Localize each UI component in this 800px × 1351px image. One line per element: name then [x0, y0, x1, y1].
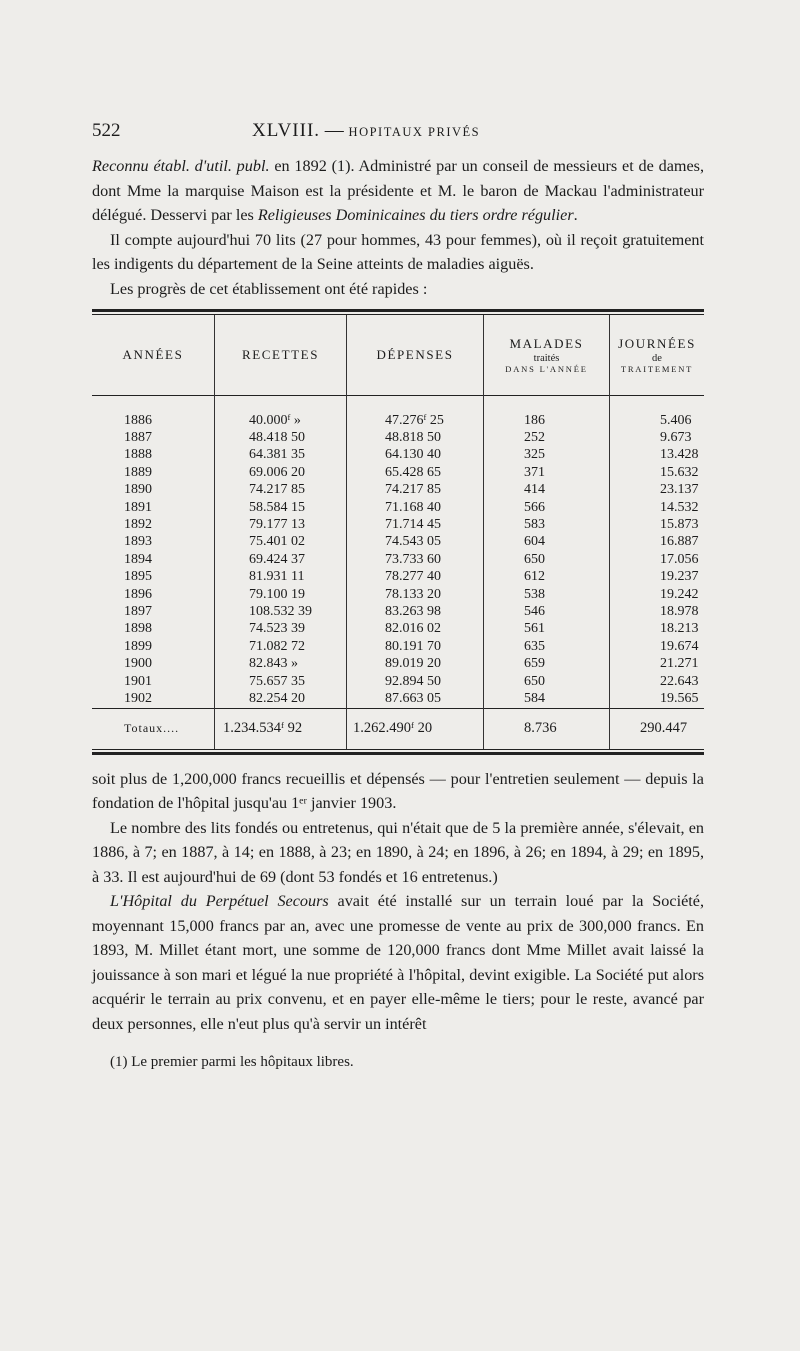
table-row — [92, 429, 704, 446]
totals-row — [92, 708, 704, 749]
cell-depenses: 64.130 40 — [347, 447, 484, 464]
cell-malades: 186 — [484, 412, 610, 429]
totals-journees: 290.447 — [610, 708, 705, 749]
cell-depenses: 47.276ᶠ 25 — [347, 412, 484, 429]
table-header-row — [92, 315, 704, 396]
totals-label: Totaux.... — [92, 708, 215, 749]
cell-journees: 16.887 — [610, 534, 705, 551]
cell-journees: 17.056 — [610, 551, 705, 568]
cell-year: 1898 — [124, 621, 152, 637]
cell-journees: 19.565 — [610, 690, 705, 708]
cell-depenses: 65.428 65 — [347, 464, 484, 481]
cell-year: 1887 — [124, 430, 152, 446]
cell-malades: 659 — [484, 655, 610, 672]
paragraph-summary: soit plus de 1,200,000 francs recueillis et dépensés — pour l'entretien seulement — depuis la fondation de l'hôpital jusqu'au 1ᵉʳ janvier 1903. — [92, 769, 704, 813]
cell-recettes: 40.000ᶠ » — [215, 412, 347, 429]
table-row — [92, 551, 704, 568]
cell-journees: 23.137 — [610, 482, 705, 499]
header-depenses: DÉPENSES — [347, 315, 484, 396]
paragraph-lits: Le nombre des lits fondés ou entretenus, qui n'était que de 5 la première année, s'élevait, en 1886, à 7; en 1887, à 14; en 1888, à 23; en 1890, à 24; en 1896, à 26; en 1894, à 29; en 1895, à 33. Il est aujourd'hui de 69 (dont 53 fondés et 16 entretenus.) — [92, 818, 704, 886]
cell-journees: 22.643 — [610, 673, 705, 690]
cell-journees: 21.271 — [610, 655, 705, 672]
cell-malades: 635 — [484, 638, 610, 655]
table-row — [92, 586, 704, 603]
table-row — [92, 412, 704, 429]
cell-malades: 566 — [484, 499, 610, 516]
table-body — [92, 396, 704, 709]
cell-depenses: 89.019 20 — [347, 655, 484, 672]
table-row — [92, 690, 704, 708]
cell-journees: 18.978 — [610, 603, 705, 620]
cell-recettes: 71.082 72 — [215, 638, 347, 655]
cell-year: 1895 — [124, 569, 152, 585]
cell-recettes: 75.401 02 — [215, 534, 347, 551]
cell-recettes: 74.523 39 — [215, 621, 347, 638]
cell-year: 1894 — [124, 551, 152, 567]
table-row — [92, 638, 704, 655]
cell-depenses: 74.543 05 — [347, 534, 484, 551]
cell-year: 1896 — [124, 586, 152, 602]
cell-journees: 5.406 — [610, 412, 705, 429]
para1-italic-b: Religieuses Dominicaines du tiers ordre régulier — [257, 206, 574, 224]
cell-recettes: 48.418 50 — [215, 429, 347, 446]
paragraph-beds: Il compte aujourd'hui 70 lits (27 pour hommes, 43 pour femmes), où il reçoit gratuitement les indigents du département de la Seine atteints de maladies aiguës. — [92, 230, 704, 273]
table-row — [92, 499, 704, 516]
cell-journees: 15.632 — [610, 464, 705, 481]
cell-year: 1892 — [124, 517, 152, 533]
cell-recettes: 79.100 19 — [215, 586, 347, 603]
totals-malades: 8.736 — [484, 708, 610, 749]
totals-depenses: 1.262.490ᶠ 20 — [347, 708, 484, 749]
cell-journees: 13.428 — [610, 447, 705, 464]
cell-year: 1899 — [124, 638, 152, 654]
cell-malades: 612 — [484, 569, 610, 586]
statistics-table — [92, 309, 704, 755]
cell-journees: 19.242 — [610, 586, 705, 603]
cell-depenses: 71.168 40 — [347, 499, 484, 516]
para1-italic-a: Reconnu établ. d'util. publ. — [92, 157, 270, 175]
cell-year: 1893 — [124, 534, 152, 550]
table-row — [92, 534, 704, 551]
cell-malades: 604 — [484, 534, 610, 551]
cell-recettes: 79.177 13 — [215, 516, 347, 533]
cell-depenses: 80.191 70 — [347, 638, 484, 655]
cell-malades: 583 — [484, 516, 610, 533]
cell-recettes: 58.584 15 — [215, 499, 347, 516]
page-content — [92, 120, 704, 1071]
chapter-title: HOPITAUX PRIVÉS — [348, 125, 481, 139]
cell-malades: 538 — [484, 586, 610, 603]
cell-recettes: 81.931 11 — [215, 569, 347, 586]
cell-depenses: 48.818 50 — [347, 429, 484, 446]
cell-year: 1900 — [124, 656, 152, 672]
cell-malades: 650 — [484, 551, 610, 568]
table-row — [92, 482, 704, 499]
header-recettes: RECETTES — [215, 315, 347, 396]
cell-journees: 18.213 — [610, 621, 705, 638]
cell-depenses: 73.733 60 — [347, 551, 484, 568]
cell-year: 1901 — [124, 673, 152, 689]
table-row — [92, 516, 704, 533]
cell-malades: 650 — [484, 673, 610, 690]
header-annees: ANNÉES — [122, 346, 184, 362]
table-row — [92, 569, 704, 586]
para1-text-b: . — [573, 206, 578, 224]
cell-journees: 14.532 — [610, 499, 705, 516]
totals-recettes: 1.234.534ᶠ 92 — [215, 708, 347, 749]
cell-depenses: 78.133 20 — [347, 586, 484, 603]
table-row — [92, 621, 704, 638]
running-title — [212, 120, 704, 142]
cell-depenses: 74.217 85 — [347, 482, 484, 499]
cell-recettes: 75.657 35 — [215, 673, 347, 690]
cell-year: 1890 — [124, 482, 152, 498]
cell-year: 1889 — [124, 464, 152, 480]
cell-year: 1891 — [124, 499, 152, 515]
table-bottom-rule — [92, 749, 704, 755]
cell-recettes: 82.254 20 — [215, 690, 347, 708]
cell-year: 1886 — [124, 412, 152, 428]
footnote: (1) Le premier parmi les hôpitaux libres. — [110, 1054, 354, 1071]
cell-journees: 15.873 — [610, 516, 705, 533]
running-header — [92, 120, 704, 154]
header-separator — [92, 396, 704, 413]
table-row — [92, 464, 704, 481]
table-row — [92, 673, 704, 690]
cell-recettes: 69.006 20 — [215, 464, 347, 481]
header-dash: — — [324, 120, 344, 141]
cell-journees: 9.673 — [610, 429, 705, 446]
cell-malades: 252 — [484, 429, 610, 446]
page-number: 522 — [92, 120, 121, 141]
cell-malades: 414 — [484, 482, 610, 499]
para6-italic: L'Hôpital du Perpétuel Secours — [110, 892, 329, 911]
cell-depenses: 71.714 45 — [347, 516, 484, 533]
paragraph-progress: Les progrès de cet établissement ont été rapides : — [110, 279, 428, 298]
header-malades: MALADES traités DANS L'ANNÉE — [484, 315, 610, 396]
table-row — [92, 447, 704, 464]
table-row — [92, 603, 704, 620]
cell-depenses: 87.663 05 — [347, 690, 484, 708]
cell-malades: 546 — [484, 603, 610, 620]
cell-recettes: 108.532 39 — [215, 603, 347, 620]
para1-text-a: en 1892 (1). Administré par un conseil de messieurs et de dames, dont Mme la marquise Maison est la présidente et M. le baron de Mackau l'administrateur délégué. Desservi par les — [92, 157, 704, 224]
cell-recettes: 82.843 » — [215, 655, 347, 672]
cell-year: 1897 — [124, 603, 152, 619]
cell-journees: 19.674 — [610, 638, 705, 655]
cell-depenses: 78.277 40 — [347, 569, 484, 586]
para6-text: avait été installé sur un terrain loué par la Société, moyennant 15,000 francs par an, avec une promesse de vente au prix de 300,000 francs. En 1893, M. Millet étant mort, une somme de 120,000 francs dont Mme Millet avait laissé la jouissance à son mari et légué la nue propriété à l'hôpital, devint exigible. La Société put alors acquérir le terrain au prix convenu, et en payer elle-même le tiers; pour le reste, avancé par deux personnes, elle n'eut plus qu'à servir un intérêt — [92, 892, 704, 1033]
cell-malades: 325 — [484, 447, 610, 464]
cell-depenses: 92.894 50 — [347, 673, 484, 690]
cell-recettes: 69.424 37 — [215, 551, 347, 568]
cell-depenses: 82.016 02 — [347, 621, 484, 638]
cell-recettes: 74.217 85 — [215, 482, 347, 499]
cell-recettes: 64.381 35 — [215, 447, 347, 464]
cell-journees: 19.237 — [610, 569, 705, 586]
paragraph-terrain — [92, 889, 704, 1036]
cell-malades: 561 — [484, 621, 610, 638]
paragraph-intro — [92, 154, 704, 228]
header-journees: JOURNÉES de TRAITEMENT — [610, 315, 705, 396]
cell-year: 1902 — [124, 690, 152, 706]
cell-year: 1888 — [124, 447, 152, 463]
cell-malades: 371 — [484, 464, 610, 481]
cell-depenses: 83.263 98 — [347, 603, 484, 620]
chapter-number: XLVIII. — [252, 120, 321, 141]
table-row — [92, 655, 704, 672]
cell-malades: 584 — [484, 690, 610, 708]
